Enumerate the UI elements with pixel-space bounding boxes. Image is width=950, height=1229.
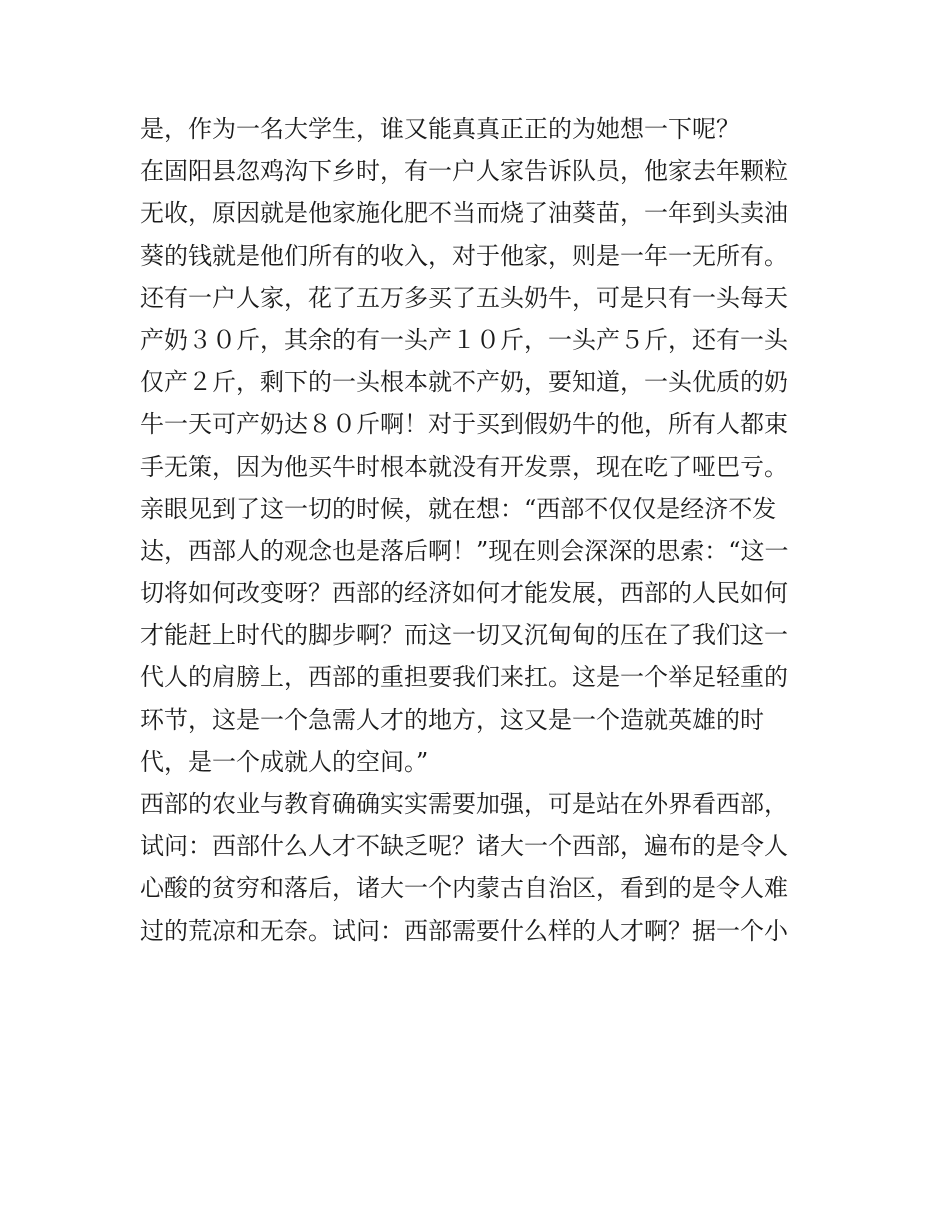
text-line: 还有一户人家，花了五万多买了五头奶牛，可是只有一头每天	[140, 283, 788, 312]
text-line: 在固阳县忽鸡沟下乡时，有一户人家告诉队员，他家去年颗粒	[140, 157, 788, 186]
text-line: 是，作为一名大学生，谁又能真真正正的为她想一下呢？	[140, 115, 740, 143]
text-line: 过的荒凉和无奈。试问：西部需要什么样的人才啊？据一个小	[140, 916, 788, 945]
text-line: 西部的农业与教育确确实实需要加强，可是站在外界看西部，	[140, 790, 788, 818]
text-line: 代，是一个成就人的空间。”	[140, 747, 429, 776]
body-text	[140, 108, 820, 952]
text-line: 手无策，因为他买牛时根本就没有开发票，现在吃了哑巴亏。	[140, 452, 788, 481]
text-line: 达，西部人的观念也是落后啊！”现在则会深深的思索：“这一	[140, 536, 789, 565]
text-line: 心酸的贫穷和落后，诸大一个内蒙古自治区，看到的是令人难	[140, 874, 788, 903]
text-line: 无收，原因就是他家施化肥不当而烧了油葵苗，一年到头卖油	[140, 199, 788, 228]
text-line: 牛一天可产奶达８０斤啊！对于买到假奶牛的他，所有人都束	[140, 410, 788, 439]
text-line: 亲眼见到了这一切的时候，就在想：“西部不仅仅是经济不发	[140, 494, 777, 523]
text-line: 仅产２斤，剩下的一头根本就不产奶，要知道，一头优质的奶	[140, 368, 788, 397]
text-line: 试问：西部什么人才不缺乏呢？诸大一个西部，遍布的是令人	[140, 832, 788, 861]
text-line: 代人的肩膀上，西部的重担要我们来扛。这是一个举足轻重的	[140, 663, 788, 692]
text-line: 环节，这是一个急需人才的地方，这又是一个造就英雄的时	[140, 705, 764, 734]
text-line: 产奶３０斤，其余的有一头产１０斤，一头产５斤，还有一头	[140, 325, 788, 354]
text-line: 才能赶上时代的脚步啊？而这一切又沉甸甸的压在了我们这一	[140, 621, 788, 650]
text-line: 葵的钱就是他们所有的收入，对于他家，则是一年一无所有。	[140, 241, 788, 270]
text-line: 切将如何改变呀？西部的经济如何才能发展，西部的人民如何	[140, 579, 788, 608]
